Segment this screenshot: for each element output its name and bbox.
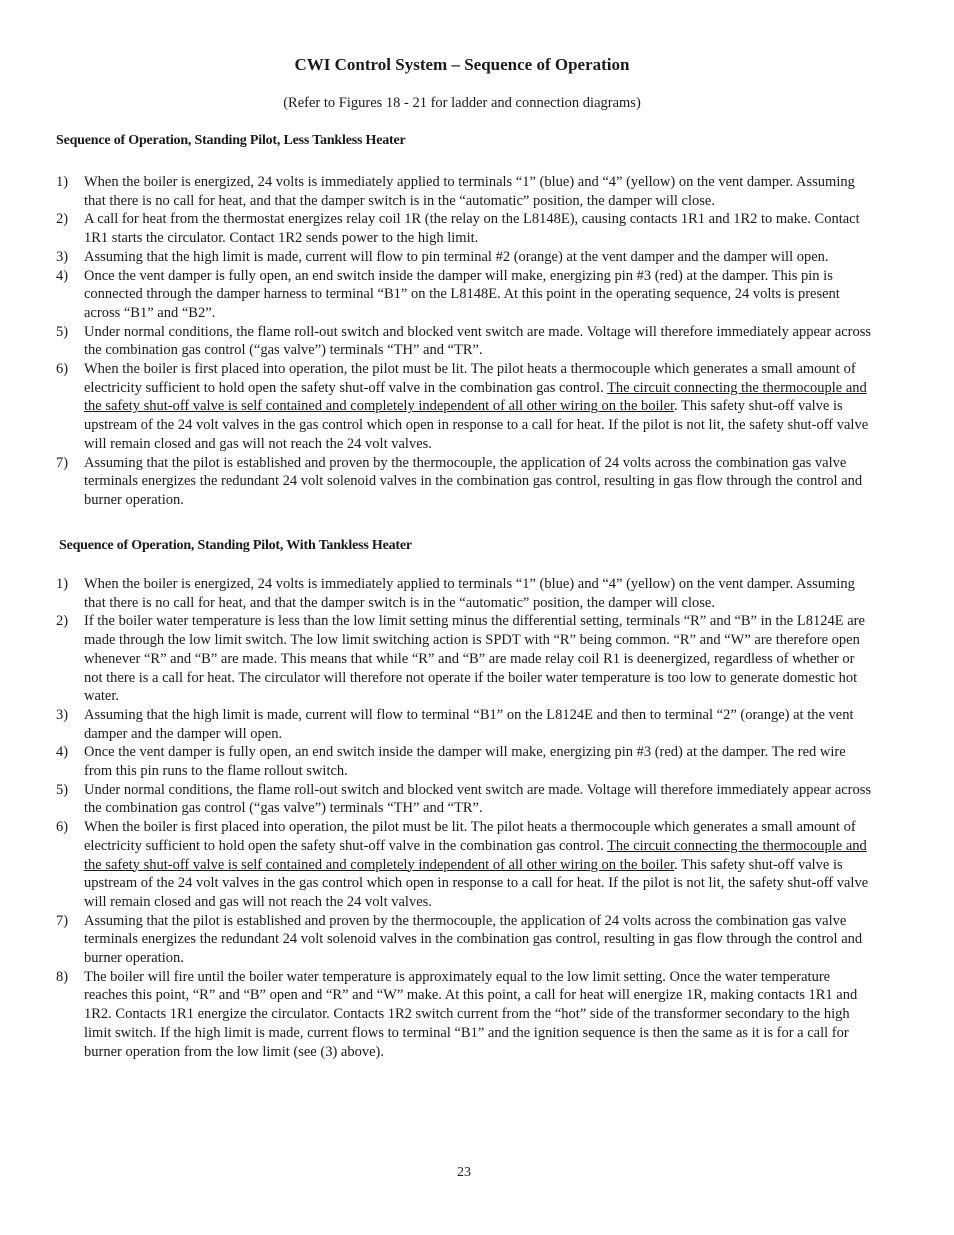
item-number: 6)	[56, 819, 69, 836]
list-item	[56, 781, 876, 818]
list-item	[56, 173, 876, 210]
list-item	[56, 454, 876, 510]
list-item	[56, 612, 876, 706]
item-number: 8)	[56, 968, 69, 985]
page-subtitle: (Refer to Figures 18 - 21 for ladder and connection diagrams)	[283, 95, 641, 111]
item-number: 3)	[56, 248, 69, 265]
item-number: 5)	[56, 781, 69, 798]
item-text: Once the vent damper is fully open, an end switch inside the damper will make, energizing pin #3 (red) at the damper. The red wire from this pin runs to the flame rollout switch.	[84, 744, 846, 780]
item-text: When the boiler is energized, 24 volts is immediately applied to terminals “1” (blue) and “4” (yellow) on the vent damper. Assuming that there is no call for heat, and that the damper switch is in the “automatic” position, the damper will close.	[84, 174, 855, 209]
section-heading-with-tankless: Sequence of Operation, Standing Pilot, With Tankless Heater	[59, 538, 412, 553]
item-number: 2)	[56, 211, 69, 228]
item-number: 5)	[56, 323, 69, 340]
item-text: Under normal conditions, the flame roll-out switch and blocked vent switch are made. Voltage will therefore immediately appear across the combination gas control (“gas valve”) terminals “TH” and “TR”.	[84, 323, 872, 359]
item-text: When the boiler is first placed into operation, the pilot must be lit. The pilot heats a thermocouple which generates a small amount of electricity sufficient to hold open the safety shut-off valve in the combination gas control.	[84, 361, 856, 396]
item-text: Assuming that the high limit is made, current will flow to pin terminal #2 (orange) at the vent damper and the damper will open.	[84, 248, 829, 265]
item-text: . This safety shut-off valve is upstream of the 24 volt valves in the gas control which open in response to a call for heat. If the pilot is not lit, the safety shut-off valve will remain closed and gas will not reach the 24 volt valves.	[84, 856, 869, 910]
item-text: Assuming that the pilot is established and proven by the thermocouple, the application of 24 volts across the combination gas valve terminals energizes the redundant 24 volt solenoid valves in the combination gas control, resulting in gas flow through the control and burner operation.	[84, 454, 863, 508]
item-number: 1)	[56, 174, 69, 190]
list-item	[56, 575, 876, 612]
page-title: CWI Control System – Sequence of Operation	[294, 55, 630, 74]
item-text: A call for heat from the thermostat energizes relay coil 1R (the relay on the L8148E), causing contacts 1R1 and 1R2 to make. Contact 1R1 starts the circulator. Contact 1R2 sends power to the high limit.	[84, 211, 860, 247]
item-text: If the boiler water temperature is less than the low limit setting minus the differential setting, terminals “R” and “B” in the L8124E are made through the low limit switch. The low limit switching action is SPDT with “R” being common. “R” and “W” are therefore open whenever “R” and “B” are made. This means that while “R” and “B” are made relay coil R1 is deenergized, regardless of whether or not there is a call for heat. The circulator will therefore not operate if the boiler water temperature is too low to generate domestic hot water.	[84, 613, 865, 705]
item-text: . This safety shut-off valve is upstream of the 24 volt valves in the gas control which open in response to a call for heat. If the pilot is not lit, the safety shut-off valve will remain closed and gas will not reach the 24 volt valves.	[84, 398, 869, 452]
item-number: 3)	[56, 706, 69, 723]
sequence-list-less-tankless	[56, 173, 876, 510]
item-number: 7)	[56, 454, 69, 471]
item-text: Assuming that the pilot is established and proven by the thermocouple, the application of 24 volts across the combination gas valve terminals energizes the redundant 24 volt solenoid valves in the combination gas control, resulting in gas flow through the control and burner operation.	[84, 912, 863, 967]
item-number: 7)	[56, 912, 69, 929]
item-number: 2)	[56, 613, 69, 630]
list-item	[56, 818, 876, 912]
list-item	[56, 968, 876, 1062]
item-text: The boiler will fire until the boiler water temperature is approximately equal to the low limit setting. Once the water temperature reaches this point, “R” and “B” open and “R” and “W” make. At this point, a call for heat will energize 1R, making contacts 1R1 and 1R2. Contacts 1R1 energize the circulator. Contacts 1R2 switch current from the “hot” side of the transformer secondary to the high limit switch. If the high limit is made, current flows to terminal “B1” and the ignition sequence is then the same as it is for a call for burner operation from the low limit (see (3) above).	[84, 968, 858, 1060]
item-number: 4)	[56, 744, 69, 761]
list-item	[56, 743, 876, 780]
list-item	[56, 912, 876, 968]
item-text: Under normal conditions, the flame roll-out switch and blocked vent switch are made. Voltage will therefore immediately appear across the combination gas control (“gas valve”) terminals “TH” and “TR”.	[84, 781, 872, 817]
list-item	[56, 267, 876, 323]
list-item	[56, 360, 876, 454]
item-text: Assuming that the high limit is made, current will flow to terminal “B1” on the L8124E and then to terminal “2” (orange) at the vent damper and the damper will open.	[84, 706, 854, 742]
item-number: 6)	[56, 361, 69, 378]
section-heading-less-tankless: Sequence of Operation, Standing Pilot, Less Tankless Heater	[56, 133, 406, 148]
list-item	[56, 248, 876, 267]
page-number: 23	[457, 1165, 471, 1180]
item-text: When the boiler is energized, 24 volts is immediately applied to terminals “1” (blue) and “4” (yellow) on the vent damper. Assuming that there is no call for heat, and that the damper switch is in the “automatic” position, the damper will close.	[84, 576, 855, 611]
underlined-text: The circuit connecting the thermocouple and the safety shut-off valve is self contained and completely independent of all other wiring on the boiler	[84, 379, 867, 415]
item-text: Once the vent damper is fully open, an end switch inside the damper will make, energizing pin #3 (red) at the damper. This pin is connected through the damper harness to terminal “B1” on the L8148E. At this point in the operating sequence, 24 volts is present across “B1” and “B2”.	[84, 267, 840, 321]
underlined-text: The circuit connecting the thermocouple and the safety shut-off valve is self contained and completely independent of all other wiring on the boiler	[84, 837, 867, 873]
list-item	[56, 323, 876, 360]
sequence-list-with-tankless	[56, 575, 876, 1061]
item-text: When the boiler is first placed into operation, the pilot must be lit. The pilot heats a thermocouple which generates a small amount of electricity sufficient to hold open the safety shut-off valve in the combination gas control.	[84, 819, 856, 854]
list-item	[56, 210, 876, 247]
list-item	[56, 706, 876, 743]
item-number: 4)	[56, 267, 69, 284]
item-number: 1)	[56, 576, 69, 592]
